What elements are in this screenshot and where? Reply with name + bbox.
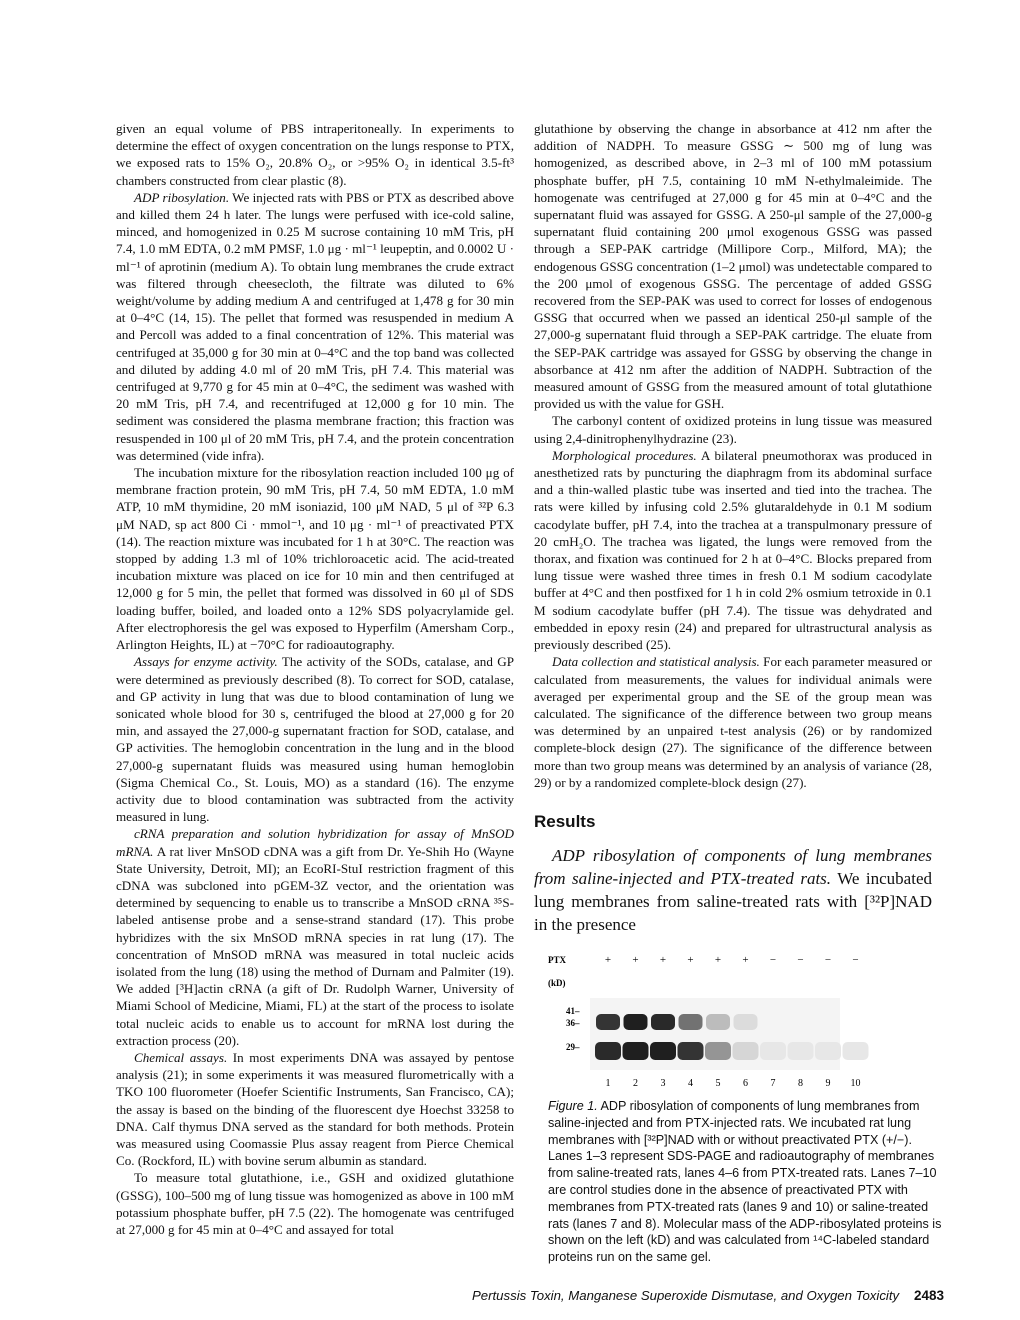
lane-number: 8 <box>798 1078 803 1089</box>
results-lead-paragraph <box>534 844 932 936</box>
ptx-sign: + <box>632 954 639 966</box>
band-upper <box>734 1014 758 1030</box>
left-paragraph <box>116 189 514 464</box>
figure-1-gel <box>546 948 861 1096</box>
right-paragraph <box>534 120 932 412</box>
band-lower <box>843 1042 869 1060</box>
ptx-sign: + <box>714 954 722 966</box>
paragraph-text: given an equal volume of PBS intraperitoneally. In experiments to determine the effect of oxygen concentration on the lungs response to PTX, we exposed rats to 15% O₂, 20.8% O₂, or >95% O₂ in identical 3.5-ft³ chambers constructed from clear plastic (8). <box>116 121 514 188</box>
ptx-sign: − <box>769 954 777 966</box>
band-lower <box>705 1042 731 1060</box>
results-heading: Results <box>534 811 596 831</box>
paragraph-text: The incubation mixture for the ribosylation reaction included 100 μg of membrane fraction protein, 90 mM Tris, pH 7.4, 50 mM EDTA, 1.0 mM ATP, 10 mM thymidine, 20 mM isoniazid, 100 μM NAD, 5 μl of ³²P 6.3 μM NAD, sp act 800 Ci · mmol⁻¹, and 10 μg · ml⁻¹ of preactivated PTX (14). The reaction mixture was incubated for 1 h at 30°C. The reaction was stopped by adding 1.3 ml of 10% trichloroacetic acid. The acid-treated incubation mixture was placed on ice for 10 min and then centrifuged at 12,000 g for 5 min, the pellet that formed was dissolved in 60 μl of SDS loading buffer, boiled, and loaded onto a 12% SDS polyacrylamide gel. After electrophoresis the gel was exposed to Hyperfilm (Amersham Corp., Arlington Heights, IL) at −70°C for radioautography. <box>116 465 514 653</box>
band-upper <box>679 1014 703 1030</box>
kd-label: (kD) <box>548 978 566 988</box>
lane-number: 10 <box>850 1078 861 1089</box>
section-subheading: Morphological procedures. <box>552 447 697 463</box>
ptx-sign: − <box>797 954 804 966</box>
section-subheading: Chemical assays. <box>134 1049 228 1065</box>
band-upper <box>624 1014 648 1030</box>
ptx-label: PTX <box>548 955 566 965</box>
section-subheading: Data collection and statistical analysis. <box>552 654 760 670</box>
lane-number: 3 <box>660 1078 666 1089</box>
caption-label: Figure 1. <box>548 1099 598 1113</box>
band-upper <box>651 1014 675 1030</box>
left-paragraph <box>116 1169 514 1238</box>
band-lower <box>650 1042 676 1060</box>
paragraph-text: A bilateral pneumothorax was produced in anesthetized rats by puncturing the diaphragm from its abdominal surface and a thin-walled plastic tube was inserted and tied into the trachea. The rats were killed by infusing cold 2.5% glutaraldehyde in 0.1 M sodium cacodylate buffer, pH 7.4, into the trachea at a transpulmonary pressure of 20 cmH₂O. The trachea was ligated, the lungs were removed from the thorax, and fixation was continued for 2 h at 0–4°C. Blocks prepared from lung tissue were washed three times in fresh 0.1 M sodium cacodylate buffer at 4°C and then postfixed for 1 h in cold 2% osmium tetroxide in 0.1 M sodium cacodylate buffer (pH 7.4). The tissue was dehydrated and embedded in epoxy resin (24) and prepared for ultrastructural analysis as previously described (25). <box>534 447 932 653</box>
left-paragraph <box>116 825 514 1049</box>
mw-marker: 29– <box>566 1042 580 1052</box>
left-paragraph <box>116 464 514 653</box>
right-paragraphs <box>534 120 932 791</box>
mw-marker: 36– <box>566 1018 580 1028</box>
running-footer: Pertussis Toxin, Manganese Superoxide Dismutase, and Oxygen Toxicity <box>472 1288 900 1303</box>
right-paragraph <box>534 653 932 791</box>
band-lower <box>788 1042 814 1060</box>
ptx-sign: + <box>687 954 694 966</box>
lane-number: 6 <box>743 1078 748 1089</box>
band-upper <box>706 1014 730 1030</box>
band-lower <box>623 1042 649 1060</box>
band-upper <box>596 1014 620 1030</box>
left-column <box>116 120 514 1238</box>
lane-number: 2 <box>633 1078 638 1089</box>
band-lower <box>595 1042 621 1060</box>
lane-number: 7 <box>770 1078 776 1089</box>
paragraph-text: A rat liver MnSOD cDNA was a gift from Dr. Ye-Shih Ho (Wayne State University, Detroit, MI); an EcoRI-StuI restriction fragment of this cDNA was subcloned into pGEM-3Z vector, and the orientation was determined by sequencing to enable us to transcribe a MnSOD cRNA ³⁵S-labeled antisense probe and a sense-strand standard (17). This probe hybridizes with the six MnSOD mRNA species in rat lung (17). The concentration of MnSOD mRNA was measured in total nucleic acids isolated from the lung (18) using the method of Durnam and Palmiter (19). We added [³H]actin cRNA (a gift of Dr. Rudolph Warner, University of Miami School of Medicine, Miami, FL) at the start of the process to isolate total nucleic acids to enable us to account for mRNA lost during the extraction process (20). <box>116 843 514 1048</box>
results-lead-subheading: ADP ribosylation of components of lung membranes from saline-injected and PTX-treated rats. <box>534 846 932 889</box>
right-column <box>534 120 932 936</box>
left-paragraph <box>116 120 514 189</box>
caption-text: ADP ribosylation of components of lung membranes from saline-injected and from PTX-injected rats. We incubated rat lung membranes with [³²P]NAD with or without preactivated PTX (+/−). Lanes 1–3 represent SDS-PAGE and radioautography of membranes from saline-treated rats, lanes 4–6 from PTX-treated rats. Lanes 7–10 are control studies done in the absence of preactivated PTX with membranes from PTX-treated rats (lanes 9 and 10) or saline-treated rats (lanes 7 and 8). Molecular mass of the ADP-ribosylated proteins is shown on the left (kD) and was calculated from ¹⁴C-labeled standard proteins run on the same gel. <box>548 1099 942 1265</box>
paragraph-text: In most experiments DNA was assayed by pentose analysis (21); in some experiments it was measured flurometrically with a TKO 100 fluorometer (Hoefer Scientific Instruments, San Francisco, CA); the assay is based on the binding of the fluorescent dye Hoechst 33258 to DNA. Calf thymus DNA served as the standard for both methods. Protein was measured using Coomassie Plus assay reagent from Pierce Chemical Co. (Rockford, IL) with bovine serum albumin as standard. <box>116 1049 515 1169</box>
results-lead-text: We incubated lung membranes from saline-treated rats with [³²P]NAD in the presence <box>534 869 932 935</box>
lane-number: 9 <box>825 1078 831 1089</box>
paragraph-text: glutathione by observing the change in absorbance at 412 nm after the addition of NADPH. To measure GSSG ∼ 500 mg of lung was homogenized, as described above, in 2–3 ml of 100 mM potassium phosphate buffer, pH 7.5, containing 10 mM N-ethylmaleimide. The homogenate was centrifuged at 27,000 g for 45 min at 0–4°C and the supernatant fluid was assayed for GSSG. A 250-μl sample of the 27,000-g supernatant fluid containing 200 μmol exogenous GSSG was passed through a SEP-PAK cartridge (Millipore Corp., Milford, MA); the endogenous GSSG concentration (1–2 μmol) was undetectable compared to the 200 μmol of exogenous GSSG. The percentage of added GSSG recovered from the SEP-PAK was used to correct for losses of endogenous GSSG that occurred when we passed an identical 250-μl sample of the 27,000-g supernatant fluid through a SEP-PAK cartridge. The eluate from the SEP-PAK cartridge was assayed for GSSG by observing the change in absorbance at 412 nm after the addition of NADPH. Subtraction of the measured amount of GSSG from the measured amount of total glutathione provided us with the value for GSH. <box>534 121 932 412</box>
band-lower <box>678 1042 704 1060</box>
ptx-sign: + <box>604 954 612 966</box>
ptx-sign: + <box>659 954 667 966</box>
paragraph-text: The activity of the SODs, catalase, and GP were determined as previously described (8). To correct for SOD, catalase, and GP activity in lung that was due to blood contamination of lung we sonicated whole blood for 30 s, centrifuged the blood at 27,000 g for 20 min, and assayed the 27,000-g supernatant fraction for SOD, catalase, and GP activities. The hemoglobin concentration in the lung and in the blood 27,000-g supernatant fluids was measured using human hemoglobin (Sigma Chemical Co., St. Louis, MO) as a standard (16). The enzyme activity due to blood contamination was subtracted from the activity measured in lung. <box>116 654 514 825</box>
lane-number: 1 <box>605 1078 611 1089</box>
mw-marker: 41– <box>566 1006 580 1016</box>
band-lower <box>760 1042 786 1060</box>
right-paragraph <box>534 412 932 446</box>
section-subheading: cRNA preparation and solution hybridization for assay of MnSOD mRNA. <box>116 826 514 859</box>
left-paragraph <box>116 1049 514 1169</box>
figure-caption <box>548 1098 942 1266</box>
section-subheading: Assays for enzyme activity. <box>134 654 278 670</box>
ptx-sign: + <box>742 954 749 966</box>
paragraph-text: The carbonyl content of oxidized proteins in lung tissue was measured using 2,4-dinitrophenylhydrazine (23). <box>534 413 932 446</box>
ptx-sign: − <box>824 954 832 966</box>
gel-image <box>546 948 861 1096</box>
section-subheading: ADP ribosylation. <box>134 189 230 205</box>
lane-number: 5 <box>715 1078 721 1089</box>
paragraph-text: For each parameter measured or calculated from measurements, the values for individual animals were averaged per experimental group and the SE of the group mean was calculated. The significance of the difference between two group means was determined by an unpaired t-test analysis (26) or by randomized complete-block design (27). The significance of the difference between more than two group means was determined by an analysis of variance (28, 29) or by a randomized complete-block design (27). <box>534 654 933 790</box>
lane-number: 4 <box>688 1078 693 1089</box>
right-paragraph <box>534 447 932 653</box>
left-paragraph <box>116 653 514 825</box>
paragraph-text: To measure total glutathione, i.e., GSH and oxidized glutathione (GSSG), 100–500 mg of lung tissue was homogenized as above in 100 mM potassium phosphate buffer, pH 7.5 (22). The homogenate was centrifuged at 27,000 g for 45 min at 0–4°C and assayed for total <box>116 1170 514 1237</box>
band-lower <box>733 1042 759 1060</box>
band-lower <box>815 1042 841 1060</box>
paragraph-text: We injected rats with PBS or PTX as described above and killed them 24 h later. The lungs were perfused with ice-cold saline, minced, and homogenized in 0.25 M sucrose containing 10 mM Tris, pH 7.4, 1.0 mM EDTA, 0.2 mM PMSF, 1.0 μg · ml⁻¹ leupeptin, and 0.0002 U · ml⁻¹ of aprotinin (medium A). To obtain lung membranes the crude extract was filtered through cheesecloth, the filtrate was diluted to 6% weight/volume by adding medium A and centrifuged at 1,478 g for 30 min at 0–4°C (14, 15). The pellet that formed was resuspended in medium A and Percoll was added to a final concentration of 12%. This material was centrifuged at 35,000 g for 30 min at 0–4°C and the top band was collected and diluted by adding 4.0 ml of 20 mM Tris, pH 7.4. This material was centrifuged at 9,770 g for 45 min at 0–4°C, the sediment was washed with 20 mM Tris, pH 7.4, and recentrifuged at 12,000 g for 10 min. The sediment was considered the plasma membrane fraction; this fraction was resuspended in 100 μl of 20 mM Tris, pH 7.4, and the protein concentration was determined (vide infra). <box>116 189 514 463</box>
ptx-sign: − <box>852 954 859 966</box>
page-number: 2483 <box>914 1288 945 1303</box>
